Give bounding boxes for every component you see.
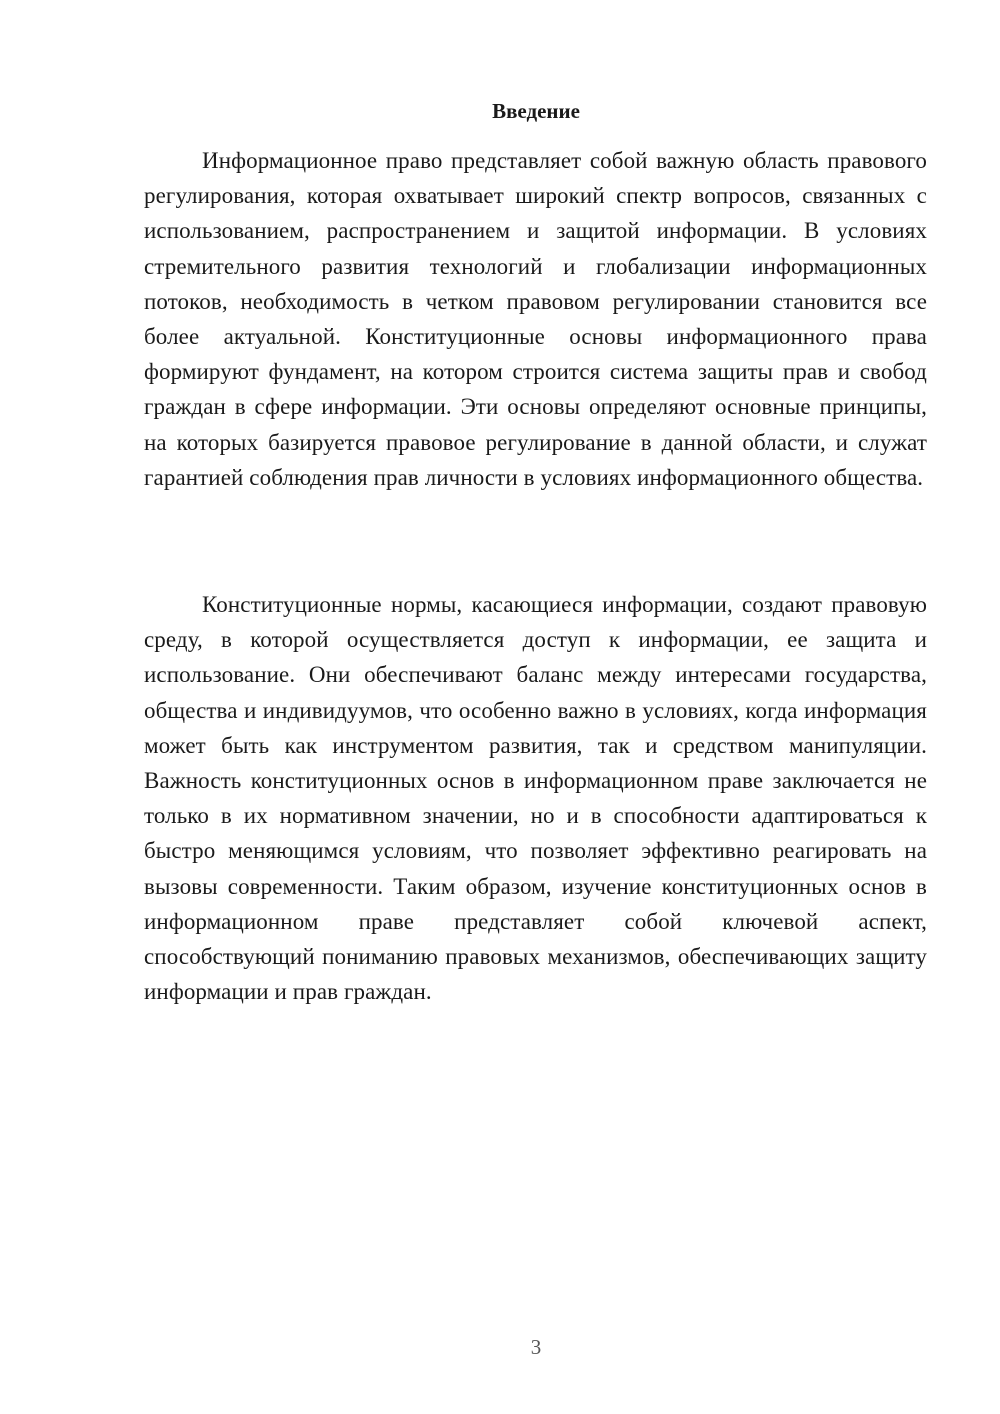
paragraph-1: Информационное право представляет собой важную область правового регулирования, которая охватывает широкий спектр вопросов, связанных с использованием, распространением и защитой информации. В условиях стремительного развития технологий и глобализации информационных потоков, необходимость в четком правовом регулировании становится все более актуальной. Конституционные основы информационного права формируют фундамент, на котором строится система защиты прав и свобод граждан в сфере информации. Эти основы определяют основные принципы, на которых базируется правовое регулирование в данной области, и служат гарантией соблюдения прав личности в условиях информационного общества. [144, 148, 927, 490]
page-heading: Введение [492, 99, 580, 123]
paragraph-2: Конституционные нормы, касающиеся информации, создают правовую среду, в которой осуществляется доступ к информации, ее защита и использование. Они обеспечивают баланс между интересами государства, общества и индивидуумов, что особенно важно в условиях, когда информация может быть как инструментом развития, так и средством манипуляции. Важность конституционных основ в информационном праве заключается не только в их нормативном значении, но и в способности адаптироваться к быстро меняющимся условиям, что позволяет эффективно реагировать на вызовы современности. Таким образом, изучение конституционных основ в информационном праве представляет собой ключевой аспект, способствующий пониманию правовых механизмов, обеспечивающих защиту информации и прав граждан. [144, 592, 927, 1005]
page-number: 3 [530, 1335, 542, 1359]
